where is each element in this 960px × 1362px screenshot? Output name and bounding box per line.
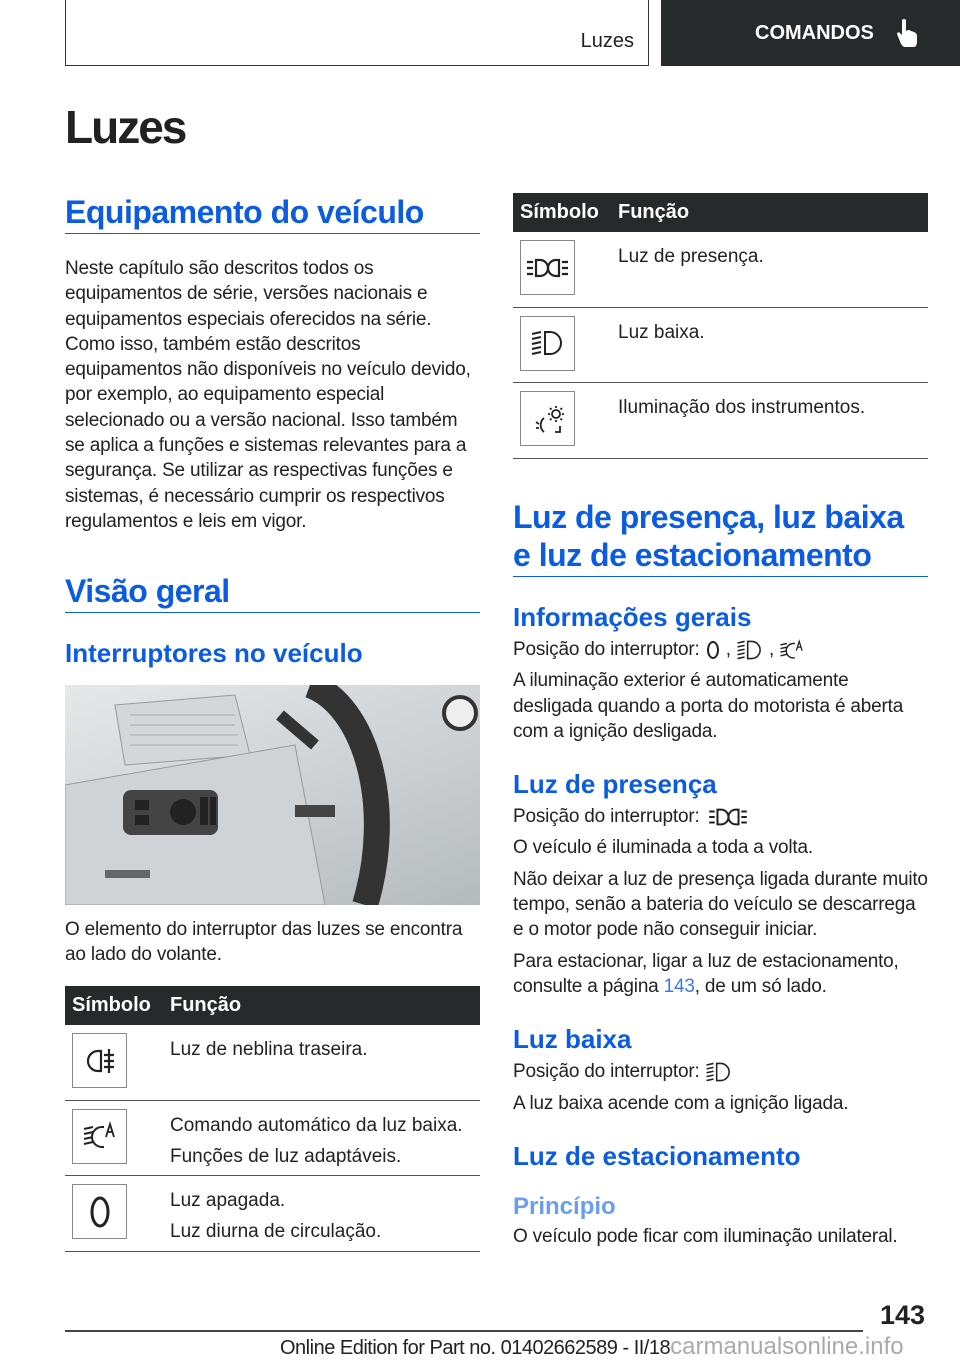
header-chapter-label: COMANDOS — [755, 21, 874, 44]
heading-equipamento: Equipamento do veículo — [65, 193, 480, 234]
header-section-box — [65, 0, 649, 66]
info-text: A iluminação exterior é automaticamente desligada quando a porta do motorista é aberta com a ignição desligada. — [513, 670, 904, 742]
baixa-text: A luz baixa acende com a ignição ligada. — [513, 1092, 849, 1114]
function-text: Funções de luz adaptáveis. — [170, 1145, 402, 1167]
separator: , — [769, 639, 775, 660]
page-number: 143 — [880, 1300, 926, 1330]
watermark: carmanualsonline.info — [670, 1333, 904, 1360]
table-header — [513, 193, 928, 232]
parking-light-icon — [525, 256, 570, 280]
heading-luz-estacionamento: Luz de estacionamento — [513, 1140, 801, 1171]
separator: , — [725, 639, 731, 660]
light-switch-photo — [65, 685, 480, 905]
function-text: Luz apagada. — [170, 1190, 286, 1211]
heading-interruptores: Interruptores no veículo — [65, 638, 363, 669]
function-text: Luz diurna de circulação. — [170, 1221, 382, 1242]
table-row — [65, 1176, 480, 1252]
col-symbol: Símbolo — [520, 201, 599, 223]
switch-position-label: Posição do interruptor: — [513, 639, 700, 660]
function-text: Luz baixa. — [618, 321, 705, 343]
parking-light-icon — [705, 806, 751, 828]
header-chapter-tab — [661, 0, 960, 66]
hand-pointer-icon — [896, 19, 918, 47]
col-symbol: Símbolo — [72, 994, 151, 1016]
text: Para estacionar, ligar a luz de estacionamento, consulte a página — [513, 950, 899, 997]
table-row — [65, 1025, 480, 1101]
col-function: Função — [170, 994, 242, 1016]
auto-low-beam-icon — [779, 639, 805, 661]
page-reference-link[interactable]: 143 — [663, 975, 695, 997]
function-text: Iluminação dos instrumentos. — [618, 397, 866, 418]
presenca-text-3 — [513, 949, 928, 1000]
footer-divider — [65, 1330, 863, 1332]
page-title: Luzes — [65, 101, 186, 153]
heading-luz-presenca-baixa-estacionamento: Luz de presença, luz baixa e luz de estacionamento — [513, 498, 928, 577]
low-beam-icon — [736, 639, 764, 661]
switch-position-label: Posição do interruptor: — [513, 806, 700, 828]
symbol-table-left — [65, 986, 480, 1252]
light-off-icon — [705, 640, 721, 660]
col-function: Função — [618, 201, 690, 223]
heading-luz-baixa: Luz baixa — [513, 1024, 632, 1055]
instrument-lighting-icon — [530, 404, 566, 434]
photo-caption: O elemento do interruptor das luzes se encontra ao lado do volante. — [65, 919, 463, 966]
heading-visao-geral: Visão geral — [65, 572, 480, 613]
auto-low-beam-icon — [82, 1121, 118, 1151]
low-beam-icon — [530, 329, 566, 357]
switch-position-label: Posição do interruptor: — [513, 1061, 700, 1083]
table-row — [513, 383, 928, 459]
equipamento-text: Neste capítulo são descritos todos os equipamentos de série, versões nacionais e equipamentos especiais oferecidos na série. Como isso, também estão descritos equipamentos não disponíveis no veículo devido, por exemplo, ao equipamento especial selecionado ou a versão nacional. Isso também se aplica a funções e sistemas relevantes para a segurança. Se utilizar as respectivas funções e sistemas, é necessário cumprir os respectivos regulamentos e leis em vigor. — [65, 258, 471, 532]
text: , de um só lado. — [694, 975, 827, 997]
heading-informacoes-gerais: Informações gerais — [513, 602, 752, 632]
heading-principio: Princípio — [513, 1192, 616, 1220]
table-row — [65, 1101, 480, 1177]
function-text: Luz de presença. — [618, 246, 764, 267]
function-text: Comando automático da luz baixa. — [170, 1114, 463, 1136]
light-off-icon — [88, 1194, 112, 1230]
edition-text: Online Edition for Part no. 01402662589 - II/18 — [280, 1337, 671, 1359]
rear-fog-light-icon — [83, 1047, 117, 1075]
table-header — [65, 986, 480, 1025]
presenca-text-2: Não deixar a luz de presença ligada durante muito tempo, senão a bateria do veículo se descarrega e o motor pode não conseguir iniciar. — [513, 868, 928, 941]
table-row — [513, 232, 928, 308]
header-section-title: Luzes — [580, 30, 634, 52]
heading-luz-presenca: Luz de presença — [513, 769, 717, 800]
function-text: Luz de neblina traseira. — [170, 1039, 368, 1060]
principio-text: O veículo pode ficar com iluminação unilateral. — [513, 1225, 898, 1247]
low-beam-icon — [705, 1061, 733, 1083]
presenca-text-1: O veículo é iluminada a toda a volta. — [513, 837, 813, 859]
table-row — [513, 308, 928, 384]
footer — [280, 1333, 904, 1361]
symbol-table-right — [513, 193, 928, 459]
